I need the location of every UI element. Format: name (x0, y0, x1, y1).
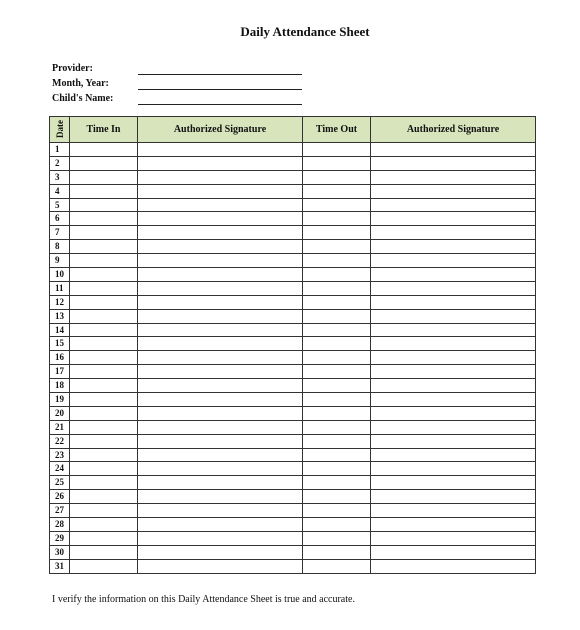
signature-in-cell[interactable] (138, 240, 303, 254)
day-number: 1 (50, 143, 70, 157)
month-year-field[interactable] (138, 88, 302, 90)
signature-out-cell[interactable] (371, 268, 536, 282)
signature-in-cell[interactable] (138, 226, 303, 240)
signature-in-cell[interactable] (138, 545, 303, 559)
signature-out-cell[interactable] (371, 212, 536, 226)
table-row (50, 143, 536, 157)
signature-in-cell[interactable] (138, 434, 303, 448)
signature-in-cell[interactable] (138, 268, 303, 282)
table-row (50, 170, 536, 184)
table-row (50, 518, 536, 532)
time-out-cell[interactable] (303, 337, 371, 351)
day-number: 15 (50, 337, 70, 351)
time-out-cell[interactable] (303, 559, 371, 573)
page-title: Daily Attendance Sheet (240, 24, 370, 39)
time-out-cell[interactable] (303, 379, 371, 393)
time-in-cell[interactable] (70, 504, 138, 518)
signature-in-cell[interactable] (138, 490, 303, 504)
time-out-cell[interactable] (303, 351, 371, 365)
signature-out-cell[interactable] (371, 143, 536, 157)
signature-out-cell[interactable] (371, 518, 536, 532)
time-in-cell[interactable] (70, 545, 138, 559)
provider-field[interactable] (138, 73, 302, 75)
time-out-cell[interactable] (303, 226, 371, 240)
table-row (50, 490, 536, 504)
day-number: 3 (50, 170, 70, 184)
table-row (50, 281, 536, 295)
authorized-signature-in-header: Authorized Signature (138, 117, 303, 143)
day-number: 29 (50, 531, 70, 545)
time-out-cell[interactable] (303, 268, 371, 282)
time-out-cell[interactable] (303, 295, 371, 309)
time-in-cell[interactable] (70, 462, 138, 476)
table-row (50, 434, 536, 448)
time-out-cell[interactable] (303, 406, 371, 420)
time-out-cell[interactable] (303, 198, 371, 212)
month-year-row (52, 75, 302, 90)
signature-out-cell[interactable] (371, 420, 536, 434)
signature-in-cell[interactable] (138, 393, 303, 407)
signature-in-cell[interactable] (138, 448, 303, 462)
signature-out-cell[interactable] (371, 448, 536, 462)
table-row (50, 531, 536, 545)
time-out-cell[interactable] (303, 184, 371, 198)
table-row (50, 156, 536, 170)
signature-out-cell[interactable] (371, 351, 536, 365)
signature-in-cell[interactable] (138, 406, 303, 420)
signature-out-cell[interactable] (371, 559, 536, 573)
time-out-cell[interactable] (303, 448, 371, 462)
time-out-cell[interactable] (303, 476, 371, 490)
signature-in-cell[interactable] (138, 351, 303, 365)
day-number: 18 (50, 379, 70, 393)
time-out-cell[interactable] (303, 490, 371, 504)
signature-in-cell[interactable] (138, 198, 303, 212)
table-row (50, 393, 536, 407)
time-out-cell[interactable] (303, 212, 371, 226)
time-out-cell[interactable] (303, 281, 371, 295)
time-in-cell[interactable] (70, 170, 138, 184)
time-out-cell[interactable] (303, 156, 371, 170)
signature-out-cell[interactable] (371, 184, 536, 198)
authorized-signature-out-header: Authorized Signature (371, 117, 536, 143)
time-out-cell[interactable] (303, 393, 371, 407)
time-out-cell[interactable] (303, 323, 371, 337)
time-in-cell[interactable] (70, 490, 138, 504)
day-number: 27 (50, 504, 70, 518)
info-block (52, 60, 302, 105)
signature-out-cell[interactable] (371, 379, 536, 393)
time-in-cell[interactable] (70, 226, 138, 240)
table-row (50, 406, 536, 420)
day-number: 22 (50, 434, 70, 448)
time-out-cell[interactable] (303, 434, 371, 448)
signature-in-cell[interactable] (138, 337, 303, 351)
time-in-cell[interactable] (70, 198, 138, 212)
table-row (50, 420, 536, 434)
attendance-body (50, 143, 536, 574)
child-name-label: Child's Name: (52, 93, 114, 104)
day-number: 31 (50, 559, 70, 573)
signature-out-cell[interactable] (371, 365, 536, 379)
child-name-field[interactable] (138, 103, 302, 105)
signature-out-cell[interactable] (371, 393, 536, 407)
time-in-cell[interactable] (70, 448, 138, 462)
signature-out-cell[interactable] (371, 309, 536, 323)
time-in-cell[interactable] (70, 295, 138, 309)
signature-in-cell[interactable] (138, 170, 303, 184)
day-number: 13 (50, 309, 70, 323)
day-number: 20 (50, 406, 70, 420)
time-in-cell[interactable] (70, 143, 138, 157)
time-in-cell[interactable] (70, 254, 138, 268)
table-row (50, 559, 536, 573)
signature-in-cell[interactable] (138, 559, 303, 573)
signature-in-cell[interactable] (138, 365, 303, 379)
signature-out-cell[interactable] (371, 198, 536, 212)
time-in-cell[interactable] (70, 156, 138, 170)
time-in-cell[interactable] (70, 379, 138, 393)
day-number: 4 (50, 184, 70, 198)
signature-out-cell[interactable] (371, 337, 536, 351)
table-row (50, 448, 536, 462)
time-in-cell[interactable] (70, 281, 138, 295)
signature-in-cell[interactable] (138, 156, 303, 170)
day-number: 14 (50, 323, 70, 337)
time-out-header: Time Out (303, 117, 371, 143)
day-number: 9 (50, 254, 70, 268)
time-in-header: Time In (70, 117, 138, 143)
time-in-cell[interactable] (70, 212, 138, 226)
time-in-cell[interactable] (70, 559, 138, 573)
table-row (50, 309, 536, 323)
signature-out-cell[interactable] (371, 156, 536, 170)
signature-in-cell[interactable] (138, 184, 303, 198)
signature-in-cell[interactable] (138, 323, 303, 337)
day-number: 24 (50, 462, 70, 476)
time-in-cell[interactable] (70, 420, 138, 434)
time-in-cell[interactable] (70, 518, 138, 532)
table-row (50, 323, 536, 337)
signature-in-cell[interactable] (138, 476, 303, 490)
provider-label: Provider: (52, 63, 93, 74)
signature-in-cell[interactable] (138, 379, 303, 393)
time-in-cell[interactable] (70, 531, 138, 545)
signature-out-cell[interactable] (371, 295, 536, 309)
child-name-row (52, 90, 302, 105)
time-out-cell[interactable] (303, 309, 371, 323)
time-in-cell[interactable] (70, 351, 138, 365)
table-row (50, 184, 536, 198)
signature-out-cell[interactable] (371, 406, 536, 420)
attendance-table (49, 116, 536, 574)
day-number: 30 (50, 545, 70, 559)
signature-in-cell[interactable] (138, 254, 303, 268)
signature-out-cell[interactable] (371, 545, 536, 559)
day-number: 10 (50, 268, 70, 282)
time-out-cell[interactable] (303, 420, 371, 434)
signature-in-cell[interactable] (138, 504, 303, 518)
table-header-row (50, 117, 536, 143)
time-out-cell[interactable] (303, 170, 371, 184)
table-row (50, 240, 536, 254)
provider-row (52, 60, 302, 75)
table-row (50, 198, 536, 212)
day-number: 16 (50, 351, 70, 365)
day-number: 25 (50, 476, 70, 490)
signature-out-cell[interactable] (371, 323, 536, 337)
signature-in-cell[interactable] (138, 309, 303, 323)
time-out-cell[interactable] (303, 462, 371, 476)
time-in-cell[interactable] (70, 240, 138, 254)
time-out-cell[interactable] (303, 531, 371, 545)
signature-out-cell[interactable] (371, 476, 536, 490)
day-number: 21 (50, 420, 70, 434)
table-row (50, 379, 536, 393)
time-in-cell[interactable] (70, 434, 138, 448)
signature-out-cell[interactable] (371, 490, 536, 504)
day-number: 26 (50, 490, 70, 504)
table-row (50, 504, 536, 518)
day-number: 12 (50, 295, 70, 309)
day-number: 8 (50, 240, 70, 254)
day-number: 5 (50, 198, 70, 212)
table-row (50, 337, 536, 351)
signature-in-cell[interactable] (138, 281, 303, 295)
time-out-cell[interactable] (303, 143, 371, 157)
table-row (50, 295, 536, 309)
day-number: 28 (50, 518, 70, 532)
time-in-cell[interactable] (70, 268, 138, 282)
time-out-cell[interactable] (303, 545, 371, 559)
signature-out-cell[interactable] (371, 240, 536, 254)
month-year-label: Month, Year: (52, 78, 109, 89)
day-number: 19 (50, 393, 70, 407)
signature-in-cell[interactable] (138, 420, 303, 434)
table-row (50, 268, 536, 282)
signature-in-cell[interactable] (138, 531, 303, 545)
signature-out-cell[interactable] (371, 434, 536, 448)
time-out-cell[interactable] (303, 365, 371, 379)
table-row (50, 351, 536, 365)
time-in-cell[interactable] (70, 393, 138, 407)
time-in-cell[interactable] (70, 323, 138, 337)
time-in-cell[interactable] (70, 476, 138, 490)
date-header (50, 117, 70, 143)
table-row (50, 254, 536, 268)
table-row (50, 212, 536, 226)
time-in-cell[interactable] (70, 406, 138, 420)
signature-out-cell[interactable] (371, 462, 536, 476)
table-row (50, 476, 536, 490)
day-number: 7 (50, 226, 70, 240)
signature-in-cell[interactable] (138, 462, 303, 476)
signature-in-cell[interactable] (138, 518, 303, 532)
table-row (50, 462, 536, 476)
time-out-cell[interactable] (303, 518, 371, 532)
signature-in-cell[interactable] (138, 143, 303, 157)
table-row (50, 545, 536, 559)
signature-out-cell[interactable] (371, 170, 536, 184)
signature-out-cell[interactable] (371, 531, 536, 545)
table-row (50, 365, 536, 379)
verification-statement: I verify the information on this Daily Attendance Sheet is true and accurate. (52, 594, 355, 605)
time-out-cell[interactable] (303, 504, 371, 518)
time-out-cell[interactable] (303, 254, 371, 268)
time-in-cell[interactable] (70, 365, 138, 379)
day-number: 11 (50, 281, 70, 295)
signature-out-cell[interactable] (371, 254, 536, 268)
time-in-cell[interactable] (70, 337, 138, 351)
signature-out-cell[interactable] (371, 226, 536, 240)
date-header-label: Date (54, 120, 65, 138)
time-in-cell[interactable] (70, 184, 138, 198)
day-number: 17 (50, 365, 70, 379)
signature-in-cell[interactable] (138, 295, 303, 309)
day-number: 6 (50, 212, 70, 226)
table-row (50, 226, 536, 240)
signature-out-cell[interactable] (371, 281, 536, 295)
time-out-cell[interactable] (303, 240, 371, 254)
signature-in-cell[interactable] (138, 212, 303, 226)
signature-out-cell[interactable] (371, 504, 536, 518)
day-number: 2 (50, 156, 70, 170)
day-number: 23 (50, 448, 70, 462)
time-in-cell[interactable] (70, 309, 138, 323)
